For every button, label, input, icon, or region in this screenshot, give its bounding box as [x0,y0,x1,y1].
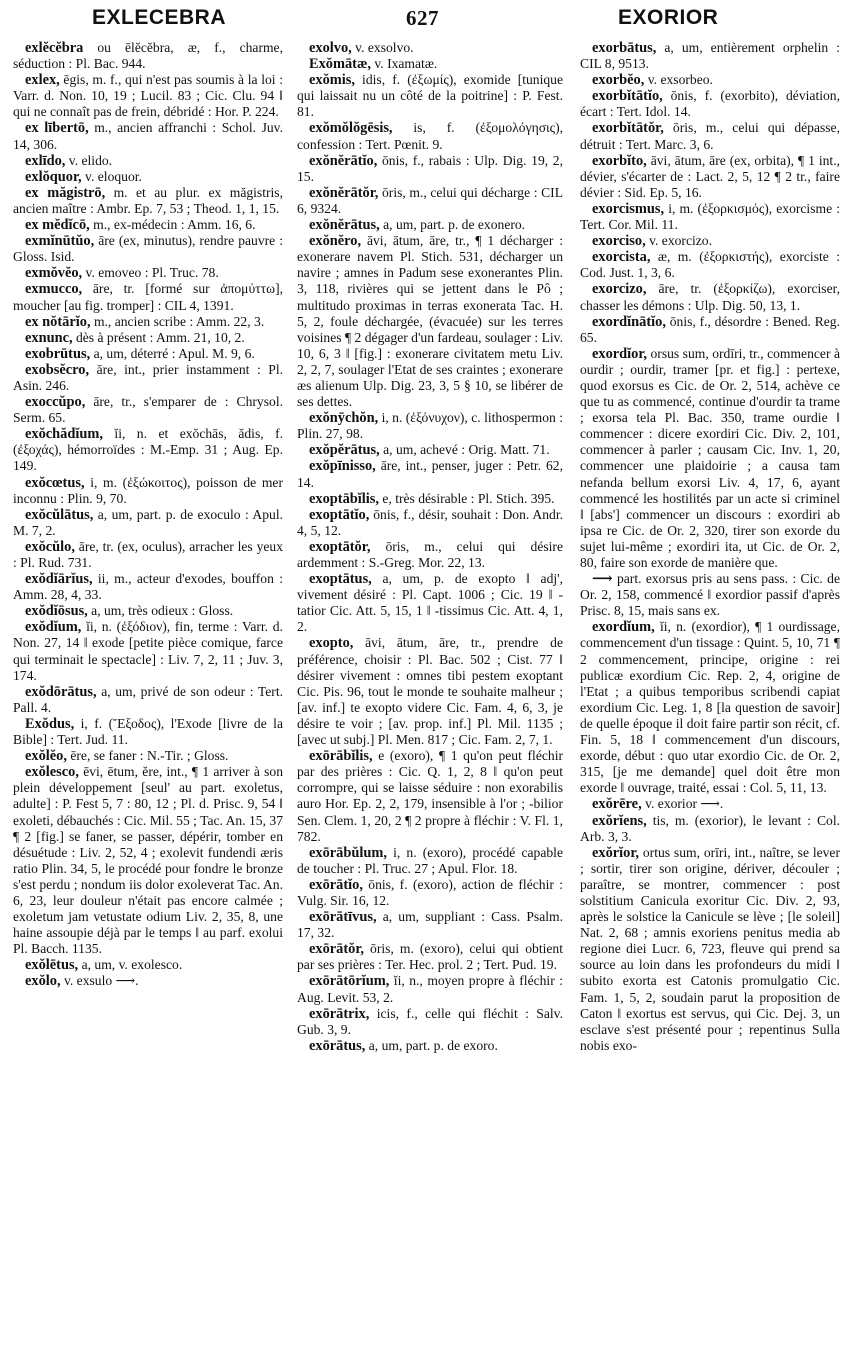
dictionary-entry [580,281,840,313]
entry-definition: e, très désirable : Pl. Stich. 395. [378,490,555,506]
entry-headword: exŏdĭōsus, [25,603,88,620]
entry-definition: idis, f. (ἐξωμίς), exomide [tunique qui laissait nu un côté de la poitrine] : P. Fest. 81. [297,72,563,120]
column-3 [580,40,840,1054]
entry-headword: exŏnĕrātus, [309,217,380,234]
entry-definition: āre, tr. (ἐξορκίζω), exorciser, chasser les démons : Ulp. Dig. 50, 13, 1. [580,281,840,313]
dictionary-entry [297,233,563,410]
entry-headword: exobrūtus, [25,345,91,362]
column-1 [13,40,283,990]
dictionary-entry [13,265,283,281]
dictionary-entry [13,603,283,619]
entry-headword: exŏlesco, [25,764,79,781]
entry-definition: ōris, m., celui qui désire ardemment : S.-Greg. Mor. 22, 13. [297,538,563,570]
header-left-guideword: EXLECEBRA [92,6,227,29]
dictionary-entry [297,877,563,909]
entry-definition: ou ēlĕcĕbra, æ, f., charme, séduction : Pl. Bac. 944. [13,40,283,72]
entry-headword: exōrātŏr, [309,941,365,958]
dictionary-entry [297,748,563,845]
entry-headword: exŏrĭens, [592,812,647,829]
entry-headword: exŏmŏlŏgēsis, [309,120,393,137]
dictionary-entry [297,635,563,748]
dictionary-entry [13,120,283,152]
entry-definition: orsus sum, ordīri, tr., commencer à ourdir ; ourdir, tramer [pr. et fig.] : pertexe, quod exorsus es Cic. de Or. 2, 514, achève ce que tu as commencé, continue d'ourdir ta trame ; exorsa tela Pl. Bac. 350, trame ourdie ‖ commencer : dicere exordiri Cic. Div. 2, 101, commencer à parler ; causam Cic. Inv. 1, 20, commencer une plaidoirie ; a causa tam nefanda bellum exorsi Liv. 4, 17, 6, ayant commencé les hostilités par un acte si criminel ‖ [abs'] commencer un discours : exordiri ab ipsa re Cic. de Or. 2, 320, tirer son exorde du sujet lui-même ; exordiri ita, ut Cic. de Or. 2, 80, faire son exorde de manière que. [580,345,840,570]
entry-headword: exŏlo, [25,973,61,990]
entry-headword: exorbĭto, [592,152,647,169]
dictionary-entry [13,507,283,539]
entry-definition: i, f. (Ἔξοδος), l'Exode [livre de la Bible] : Tert. Jud. 11. [13,715,283,748]
entry-headword: exōrābŭlum, [309,844,387,861]
entry-definition: ēre, se faner : N.-Tir. ; Gloss. [66,748,229,764]
entry-definition: is, f. (ἐξομολόγησις), confession : Tert. Pœnit. 9. [297,120,563,152]
entry-definition: ōnis, f., désir, souhait : Don. Andr. 4, 5, 12. [297,506,563,538]
entry-headword: exōrātĭo, [309,876,363,893]
dictionary-entry [13,40,283,72]
dictionary-entry [13,185,283,217]
dictionary-entry [13,571,283,603]
dictionary-entry [297,120,563,152]
entry-headword: exoccŭpo, [25,394,86,411]
dictionary-entry [580,796,840,812]
entry-headword: ex măgistrō, [25,184,106,201]
entry-definition: æ, m. (ἐξορκιστής), exorciste : Cod. Just. 1, 3, 6. [580,249,840,281]
entry-headword: exoptātĭo, [309,506,370,523]
dictionary-entry [580,40,840,72]
dictionary-entry [580,120,840,152]
entry-headword: exolvo, [309,40,352,56]
entry-definition: a, um, v. exolesco. [78,957,183,973]
dictionary-entry [297,539,563,571]
entry-definition: ōnis, f., rabais : Ulp. Dig. 19, 2, 15. [297,152,563,184]
entry-headword: exŏlētus, [25,957,79,974]
dictionary-entry [13,72,283,120]
entry-headword: exlex, [25,72,60,89]
entry-headword: ex nŏtārĭo, [25,313,91,330]
dictionary-entry [13,153,283,169]
dictionary-entry [13,217,283,233]
dictionary-entry [580,88,840,120]
dictionary-entry [13,475,283,507]
entry-headword: exŏcŭlātus, [25,506,94,523]
entry-headword: exoptātŏr, [309,538,371,555]
entry-headword: exopto, [309,635,354,652]
entry-headword: exŏrēre, [592,796,642,813]
entry-definition: āre, tr., s'emparer de : Chrysol. Serm. 65. [13,394,283,426]
dictionary-entry [580,153,840,201]
entry-definition: āre, tr. (ex, oculus), arracher les yeux : Pl. Rud. 731. [13,538,283,570]
dictionary-entry [297,410,563,442]
entry-headword: exmucco, [25,281,83,298]
dictionary-entry [13,426,283,474]
dictionary-entry [580,201,840,233]
entry-headword: exŏlĕo, [25,748,67,765]
entry-definition: ĭi, n. et exŏchās, ădis, f. (ἐξοχάς), hémorroïdes : M.-Emp. 31 ; Aug. Ep. 149. [13,426,283,474]
entry-definition: ōnis, f. (exoro), action de fléchir : Vulg. Sir. 16, 12. [297,876,563,908]
entry-headword: exobsĕcro, [25,361,90,378]
entry-definition: ēgis, m. f., qui n'est pas soumis à la loi : Varr. d. Non. 10, 19 ; Lucil. 83 ; Cic. Clu. 94 ‖ qui ne connaît pas de frein, débridé : Hor. P. 224. [13,72,283,120]
entry-definition: āre, int., prier instamment : Pl. Asin. 246. [13,361,283,393]
entry-definition: v. elido. [65,152,113,168]
dictionary-entry [580,813,840,845]
entry-headword: exŏpīnisso, [309,458,376,475]
dictionary-entry [13,346,283,362]
entry-headword: exŏchădĭum, [25,426,103,443]
entry-headword: exorbĕo, [592,72,645,89]
entry-headword: exōrātus, [309,1037,366,1054]
entry-definition: ēvi, ētum, ĕre, int., ¶ 1 arriver à son plein développement [seul' au part. exoletus, adulte] : P. Fest 5, 7 : 80, 12 ; Pl. d. Prisc. 9, 54 ‖ exoleti, débauchés : Cic. Mil. 55 ; Tac. An. 15, 37 ¶ 2 [fig.] se faner, se passer, dépérir, tomber en désuétude : Liv. 2, 52, 4 ; exolevit fundendi æris ratio Plin. 34, 5, le procédé pour fondre le bronze s'est perdu ; nondum iis dolor exoleverat Tac. An. 6, 23, leur douleur n'était pas encore calmée ; exoletum jam vetustate odium Liv. 2, 35, 8, une haine assoupie déjà par le temps ‖ au parf. exolui Pl. Bacch. 1135. [13,764,283,957]
entry-headword: exŏmis, [309,72,355,89]
entry-definition: i, n. (ἐξόνυχον), c. lithospermon : Plin. 27, 98. [297,410,563,442]
dictionary-entry [297,217,563,233]
dictionary-entry [297,941,563,973]
entry-definition: a, um, très odieux : Gloss. [87,603,234,619]
entry-definition: ōnis, f. (exorbito), déviation, écart : Tert. Idol. 14. [580,88,840,120]
entry-definition: āvi, ātum, āre, tr., ¶ 1 décharger : exonerare navem Pl. Stich. 531, décharger un navire ; amnes in Padum sese exonerantes Plin. 3, 118, rivières qui se jettent dans le Pô ; multitudo proximas in terras exonerata Tac. H. 5, 2, foule déchargée, (évacuée) sur les terres voisines ¶ 2 dégager d'un fardeau, soulager : Liv. 10, 6, 3 ‖ [fig.] : exonerare civitatem metu Liv. 2, 2, 7, soulager l'Etat de ses craintes ; exonerare æs alienum Ulp. Dig. 23, 3, 5 § 10, se libérer de ses dettes. [297,233,563,410]
column-2 [297,40,563,1054]
entry-headword: exlĕcĕbra [25,40,84,56]
entry-definition: m., ex-médecin : Amm. 16, 6. [89,217,256,233]
dictionary-entry [13,539,283,571]
dictionary-entry [13,957,283,973]
entry-definition: ii, m., acteur d'exodes, bouffon : Amm. 28, 4, 33. [13,571,283,603]
entry-definition: i, m. (ἐξορκισμός), exorcisme : Tert. Cor. Mil. 11. [580,200,840,233]
entry-headword: exoptābĭlis, [309,490,379,507]
dictionary-entry [13,233,283,265]
entry-headword: exmŏvĕo, [25,265,83,282]
entry-headword: exŏnĕrātĭo, [309,152,378,169]
entry-definition: m. et au plur. ex măgistris, ancien maître : Ambr. Ep. 7, 53 ; Theod. 1, 1, 15. [13,184,283,216]
entry-headword: exŏcœtus, [25,474,85,491]
header-right-guideword: EXORIOR [618,6,719,29]
entry-definition: ĭi, n. (ἐξόδιον), fin, terme : Varr. d. Non. 27, 14 ‖ exode [petite pièce comique, farce qui terminait le spectacle] : Liv. 7, 2, 11 ; Juv. 3, 174. [13,619,283,683]
dictionary-entry [297,909,563,941]
entry-headword: exorbātus, [592,40,657,56]
entry-headword: exorbĭtātŏr, [592,120,664,137]
entry-definition: ōnis, f., désordre : Bened. Reg. 65. [580,313,840,345]
entry-definition: ōris, m., celui qui dépasse, détruit : Tert. Marc. 3, 6. [580,120,840,152]
entry-definition: v. exsorbeo. [644,72,713,88]
entry-headword: Exŏdus, [25,715,75,732]
dictionary-entry [297,458,563,490]
dictionary-entry [297,507,563,539]
entry-headword: exordĭnātĭo, [592,313,666,330]
entry-definition: a, um, suppliant : Cass. Psalm. 17, 32. [297,909,563,941]
entry-definition: m., ancien scribe : Amm. 22, 3. [90,313,265,329]
dictionary-entry [297,40,563,56]
dictionary-entry [297,56,563,72]
entry-headword: exōrātīvus, [309,909,377,926]
page-number: 627 [406,6,439,30]
entry-headword: exorbĭtātĭo, [592,88,663,105]
entry-headword: exŏrĭor, [592,844,640,861]
dictionary-entry [297,491,563,507]
entry-headword: exŏdĭum, [25,619,82,636]
entry-definition: a, um, déterré : Apul. M. 9, 6. [90,345,255,361]
dictionary-entry [580,314,840,346]
entry-definition: dès à présent : Amm. 21, 10, 2. [72,329,245,345]
entry-headword: exorcismus, [592,200,665,217]
dictionary-entry [13,362,283,394]
entry-headword: ⟶ [592,571,613,588]
dictionary-entry [580,72,840,88]
entry-headword: exlŏquor, [25,168,82,185]
entry-definition: v. Ixamatæ. [370,56,438,72]
dictionary-entry [297,72,563,120]
entry-headword: exŏcŭlo, [25,538,75,555]
entry-definition: āvi, ātum, āre, tr., prendre de préférence, choisir : Pl. Bac. 502 ; Cist. 77 ‖ désirer vivement : omnes tibi pestem exoptant Cic. Pis. 96, tout le monde te souhaite malheur ; [av. inf.] te exopto videre Cic. Fam. 4, 6, 3, je désire te voir ; [av. prop. inf.] Pl. Mil. 1135 ; [avec ut subj.] Pl. Men. 817 ; Cic. Fam. 2, 7, 1. [297,635,563,748]
dictionary-entry [13,169,283,185]
dictionary-entry [13,973,283,989]
entry-definition: āre (ex, minutus), rendre pauvre : Gloss. Isid. [13,233,283,265]
dictionary-entry [297,1006,563,1038]
entry-definition: v. emoveo : Pl. Truc. 78. [82,265,219,281]
entry-headword: exŏdōrātus, [25,683,97,700]
dictionary-entry [580,346,840,571]
entry-definition: part. exorsus pris au sens pass. : Cic. de Or. 2, 158, commencé ‖ exordior passif d'après Prisc. 8, 15, mais sans ex. [580,571,840,619]
entry-headword: exŏnȳchŏn, [309,410,379,427]
entry-headword: exordĭor, [592,345,648,362]
dictionary-entry [297,845,563,877]
dictionary-entry [13,330,283,346]
entry-definition: a, um, part. p. de exonero. [379,217,526,233]
entry-headword: exŏnĕro, [309,233,362,250]
entry-headword: exōrātrix, [309,1005,370,1022]
dictionary-entry [13,281,283,313]
dictionary-entry [13,764,283,957]
entry-headword: exordĭum, [592,619,655,636]
entry-definition: a, um, p. de exopto ‖ adj', vivement désiré : Pl. Capt. 1006 ; Cic. 19 ‖ -tatior Cic. Att. 5, 15, 1 ‖ -tissimus Cic. Att. 4, 1, 2. [297,571,563,635]
entry-definition: v. exsulo ⟶. [60,973,139,989]
entry-headword: exoptātus, [309,571,372,588]
dictionary-entry [580,249,840,281]
entry-headword: exōrābĭlis, [309,748,373,765]
entry-definition: v. exsolvo. [351,40,414,55]
dictionary-entry [13,314,283,330]
entry-headword: exnunc, [25,329,73,346]
entry-headword: Exŏmātæ, [309,56,371,73]
dictionary-entry [297,442,563,458]
entry-definition: icis, f., celle qui fléchit : Salv. Gub. 3, 9. [297,1005,563,1037]
running-header [0,6,846,36]
entry-headword: exlīdo, [25,152,66,169]
entry-headword: exmĭnūtŭo, [25,233,95,250]
entry-definition: e (exoro), ¶ 1 qu'on peut fléchir par des prières : Cic. Q. 1, 2, 8 ‖ qu'on peut corrompre, qui se laisse séduire : non exorabilis auro Hor. Ep. 2, 2, 179, insensible à l'or ; -bilior Sen. Clem. 1, 20, 2 ¶ 2 propre à fléchir : V. Fl. 1, 782. [297,748,563,844]
dictionary-entry [297,153,563,185]
entry-headword: exorciso, [592,233,646,250]
entry-headword: exŏpĕrātus, [309,442,380,459]
entry-definition: a, um, achevé : Orig. Matt. 71. [379,442,550,458]
entry-definition: āre, tr. [formé sur ἀπομύττω], moucher [au fig. tromper] : CIL 4, 1391. [13,281,283,313]
entry-headword: exorcizo, [592,281,647,298]
entry-definition: a, um, privé de son odeur : Tert. Pall. 4. [13,683,283,715]
dictionary-entry [580,845,840,1054]
dictionary-entry [297,1038,563,1054]
entry-definition: v. exorcizo. [645,233,712,249]
dictionary-entry [13,619,283,683]
entry-headword: exŏdĭārĭus, [25,571,93,588]
entry-headword: ex lībertō, [25,120,89,137]
entry-definition: ĭi, n. (exordior), ¶ 1 ourdissage, commencement d'un tissage : Quint. 5, 10, 71 ¶ 2 commencement, principe, origine : rei publicæ exordium Cic. Rep. 2, 4, origine de l'Etat ; a quibus temporibus scribendi capiat exordium Cic. Leg. 1, 8 [la question de savoir] de quelle époque il doit faire partir son récit, cf. Fin. 5, 18 ‖ commencement d'un discours, exorde, début : quo utar exordio Cic. de Or. 2, 315, [je me demande] quel doit être mon exorde ‖ ouvrage, traité, essai : Col. 5, 11, 13. [580,619,840,796]
entry-headword: exorcista, [592,249,651,266]
dictionary-entry [297,185,563,217]
entry-definition: ortus sum, orīri, int., naître, se lever ; sortir, tirer son origine, dériver, découler ; paraître, se montrer, commencer : post solstitium Canicula exoritur Cic. Div. 2, 93, après le solstice la Canicule se lève ; [le soleil] Nat. 2, 68 ; amnis exoriens penitus media ab regione diei Lucr. 6, 723, fleuve qui prend sa source au loin dans les profondeurs du midi ‖ subito exorta est Catonis promulgatio Cic. Fam. 1, 5, 2, soudain parut la proposition de Caton ‖ exortus est servus, qui Cic. Dej. 3, un esclave s'est présenté pour ; repentinus Sulla nobis exo- [580,844,840,1053]
entry-definition: v. exorior ⟶. [641,796,724,812]
entry-definition: a, um, part. p. de exoro. [365,1037,498,1053]
entry-definition: i, m. (ἐξώκοιτος), poisson de mer inconnu : Plin. 9, 70. [13,474,283,506]
entry-definition: ōris, m., celui qui décharge : CIL 6, 9324. [297,184,563,216]
dictionary-entry [580,233,840,249]
dictionary-entry [297,571,563,635]
entry-definition: ĭi, n., moyen propre à fléchir : Aug. Levit. 53, 2. [297,973,563,1005]
entry-headword: exŏnĕrātŏr, [309,184,379,201]
entry-headword: exōrātōrĭum, [309,973,390,990]
dictionary-entry [297,973,563,1005]
entry-definition: a, um, entièrement orphelin : CIL 8, 9513. [580,40,840,72]
entry-definition: tis, m. (exorior), le levant : Col. Arb. 3, 3. [580,812,840,844]
entry-definition: i, n. (exoro), procédé capable de toucher : Pl. Truc. 27 ; Apul. Flor. 18. [297,844,563,876]
dictionary-entry [580,571,840,619]
entry-definition: v. eloquor. [81,168,142,184]
dictionary-entry [13,394,283,426]
entry-definition: a, um, part. p. de exoculo : Apul. M. 7, 2. [13,506,283,538]
entry-definition: ōris, m. (exoro), celui qui obtient par ses prières : Ter. Hec. prol. 2 ; Tert. Pud. 19. [297,941,563,973]
dictionary-entry [580,619,840,796]
entry-headword: ex mĕdĭcō, [25,217,90,234]
entry-definition: m., ancien affranchi : Schol. Juv. 14, 306. [13,120,283,152]
entry-definition: āre, int., penser, juger : Petr. 62, 14. [297,458,563,490]
dictionary-entry [13,684,283,716]
dictionary-entry [13,748,283,764]
dictionary-entry [13,716,283,748]
entry-definition: āvi, ātum, āre (ex, orbita), ¶ 1 int., dévier, s'écarter de : Lact. 2, 5, 12 ¶ 2 tr., faire dévier : Sid. Ep. 5, 16. [580,152,840,200]
